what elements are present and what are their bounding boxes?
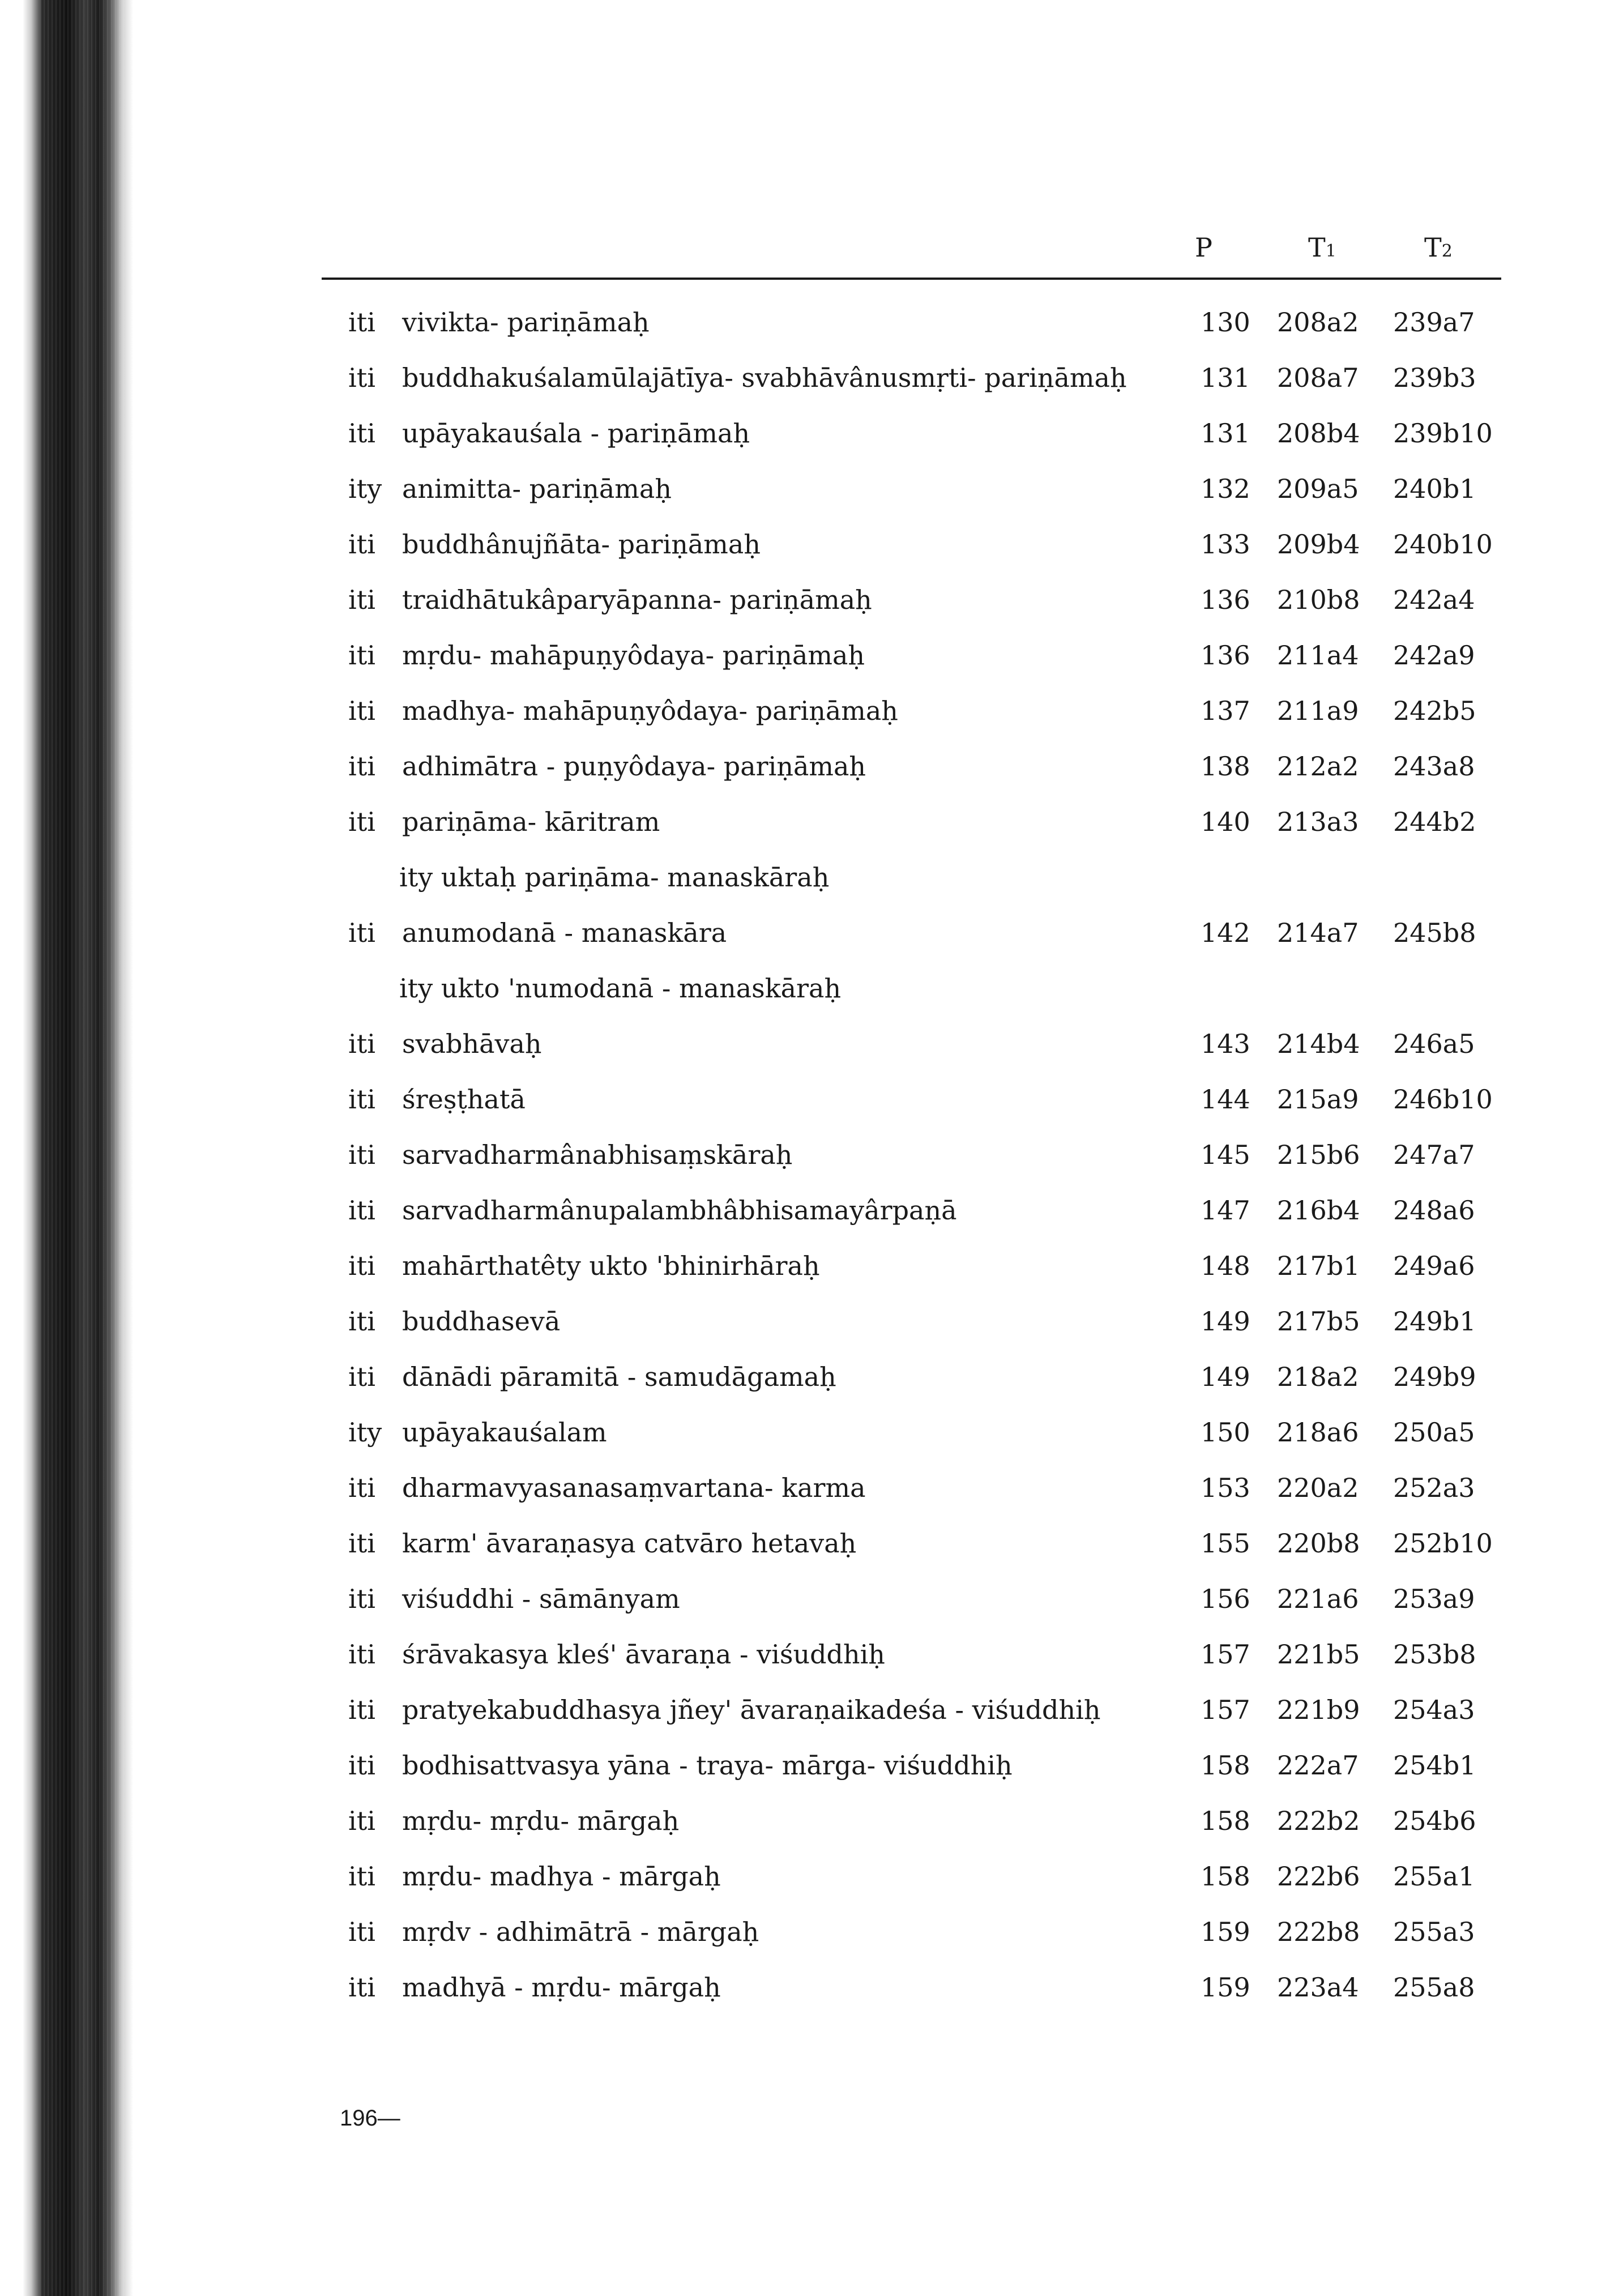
row-prefix: iti	[348, 1861, 375, 1892]
row-t1-ref: 211a9	[1277, 695, 1359, 726]
row-t2-ref: 252b10	[1393, 1528, 1493, 1559]
row-term: sarvadharmânabhisaṃskāraḥ	[402, 1140, 793, 1170]
row-p-page: 155	[1201, 1528, 1250, 1559]
row-term: buddhakuśalamūlajātīya- svabhāvânusmṛti- pariṇāmaḥ	[402, 362, 1127, 393]
row-t1-ref: 222a7	[1277, 1750, 1359, 1781]
table-row	[0, 1294, 1623, 1349]
row-p-page: 133	[1201, 529, 1250, 560]
row-t2-ref: 254b1	[1393, 1750, 1476, 1781]
row-t1-ref: 213a3	[1277, 806, 1359, 837]
row-t1-ref: 221b9	[1277, 1695, 1360, 1725]
table-row	[0, 1960, 1623, 2015]
row-t2-ref: 249b9	[1393, 1362, 1476, 1392]
row-t1-ref: 218a2	[1277, 1362, 1359, 1392]
row-t2-ref: 244b2	[1393, 806, 1476, 837]
row-term: dharmavyasanasaṃvartana- karma	[402, 1473, 866, 1503]
row-prefix: iti	[348, 1195, 375, 1226]
row-term: mṛdu- mahāpuṇyôdaya- pariṇāmaḥ	[402, 640, 865, 671]
row-prefix: iti	[348, 1251, 375, 1281]
table-row	[0, 1738, 1623, 1793]
table-row	[0, 1072, 1623, 1127]
row-prefix: iti	[348, 806, 375, 837]
header-t1-subscript: 1	[1325, 241, 1336, 261]
row-t1-ref: 222b2	[1277, 1806, 1360, 1836]
row-p-page: 148	[1201, 1251, 1250, 1281]
row-t1-ref: 222b8	[1277, 1917, 1360, 1947]
row-term: madhya- mahāpuṇyôdaya- pariṇāmaḥ	[402, 695, 898, 726]
row-t2-ref: 243a8	[1393, 751, 1475, 782]
row-prefix: iti	[348, 307, 375, 338]
row-prefix: iti	[348, 1639, 375, 1670]
row-t2-ref: 252a3	[1393, 1473, 1475, 1503]
row-prefix: ity	[348, 1417, 382, 1448]
row-term: buddhânujñāta- pariṇāmaḥ	[402, 529, 761, 560]
row-t2-ref: 239b10	[1393, 418, 1493, 449]
row-t1-ref: 209b4	[1277, 529, 1360, 560]
row-t1-ref: 221b5	[1277, 1639, 1360, 1670]
table-row	[0, 1849, 1623, 1904]
page-number: 196—	[340, 2106, 400, 2131]
row-term: madhyā - mṛdu- mārgaḥ	[402, 1972, 721, 2003]
row-t2-ref: 247a7	[1393, 1140, 1475, 1170]
row-term: dānādi pāramitā - samudāgamaḥ	[402, 1362, 836, 1392]
row-p-page: 149	[1201, 1306, 1250, 1337]
table-row	[0, 850, 1623, 905]
table-row	[0, 295, 1623, 350]
row-t2-ref: 239a7	[1393, 307, 1475, 338]
table-row	[0, 628, 1623, 683]
table-row	[0, 1405, 1623, 1460]
row-p-page: 131	[1201, 418, 1250, 449]
table-row	[0, 1571, 1623, 1627]
row-t2-ref: 242b5	[1393, 695, 1476, 726]
header-p: P	[1195, 232, 1212, 263]
row-t1-ref: 209a5	[1277, 473, 1359, 504]
table-row	[0, 572, 1623, 628]
table-row	[0, 517, 1623, 572]
row-t2-ref: 254a3	[1393, 1695, 1475, 1725]
table-row	[0, 961, 1623, 1016]
row-t2-ref: 246b10	[1393, 1084, 1493, 1115]
row-term: ity ukto 'numodanā - manaskāraḥ	[399, 973, 842, 1004]
header-rule	[322, 278, 1501, 280]
row-prefix: iti	[348, 1473, 375, 1503]
row-prefix: iti	[348, 1584, 375, 1614]
row-term: pariṇāma- kāritram	[402, 806, 660, 837]
row-term: upāyakauśalam	[402, 1417, 607, 1448]
header-t1	[1308, 232, 1336, 263]
row-p-page: 130	[1201, 307, 1250, 338]
row-t1-ref: 208a7	[1277, 362, 1359, 393]
table-row	[0, 739, 1623, 794]
row-p-page: 131	[1201, 362, 1250, 393]
row-prefix: iti	[348, 640, 375, 671]
row-prefix: iti	[348, 695, 375, 726]
table-row	[0, 1127, 1623, 1183]
table-row	[0, 406, 1623, 461]
row-t1-ref: 208a2	[1277, 307, 1359, 338]
row-t2-ref: 254b6	[1393, 1806, 1476, 1836]
row-prefix: iti	[348, 1028, 375, 1059]
header-t2-subscript: 2	[1441, 241, 1453, 261]
row-t1-ref: 221a6	[1277, 1584, 1359, 1614]
row-prefix: iti	[348, 584, 375, 615]
table-row	[0, 1682, 1623, 1738]
row-prefix: iti	[348, 1084, 375, 1115]
row-t2-ref: 239b3	[1393, 362, 1476, 393]
row-term: śreṣṭhatā	[402, 1084, 526, 1115]
row-p-page: 158	[1201, 1750, 1250, 1781]
row-p-page: 132	[1201, 473, 1250, 504]
row-p-page: 159	[1201, 1917, 1250, 1947]
row-term: svabhāvaḥ	[402, 1028, 542, 1059]
row-t2-ref: 250a5	[1393, 1417, 1475, 1448]
row-t1-ref: 223a4	[1277, 1972, 1359, 2003]
table-row	[0, 1627, 1623, 1682]
row-p-page: 157	[1201, 1639, 1250, 1670]
row-term: ity uktaḥ pariṇāma- manaskāraḥ	[399, 862, 830, 893]
row-p-page: 142	[1201, 917, 1250, 948]
table-row	[0, 794, 1623, 850]
row-t2-ref: 253b8	[1393, 1639, 1476, 1670]
row-t2-ref: 240b10	[1393, 529, 1493, 560]
row-p-page: 157	[1201, 1695, 1250, 1725]
row-p-page: 156	[1201, 1584, 1250, 1614]
row-t1-ref: 212a2	[1277, 751, 1359, 782]
row-term: animitta- pariṇāmaḥ	[402, 473, 672, 504]
index-table	[0, 295, 1623, 2015]
row-t2-ref: 249b1	[1393, 1306, 1476, 1337]
row-term: anumodanā - manaskāra	[402, 917, 727, 948]
row-p-page: 145	[1201, 1140, 1250, 1170]
row-t2-ref: 242a9	[1393, 640, 1475, 671]
row-term: śrāvakasya kleś' āvaraṇa - viśuddhiḥ	[402, 1639, 885, 1670]
row-p-page: 147	[1201, 1195, 1250, 1226]
row-term: mahārthatêty ukto 'bhinirhāraḥ	[402, 1251, 820, 1281]
row-p-page: 150	[1201, 1417, 1250, 1448]
row-t1-ref: 215b6	[1277, 1140, 1360, 1170]
row-prefix: iti	[348, 1362, 375, 1392]
row-term: pratyekabuddhasya jñey' āvaraṇaikadeśa - viśuddhiḥ	[402, 1695, 1101, 1725]
row-t1-ref: 218a6	[1277, 1417, 1359, 1448]
row-t1-ref: 214a7	[1277, 917, 1359, 948]
header-t2-letter: T	[1424, 232, 1442, 263]
row-prefix: iti	[348, 751, 375, 782]
row-term: buddhasevā	[402, 1306, 561, 1337]
row-t1-ref: 217b1	[1277, 1251, 1360, 1281]
row-t1-ref: 211a4	[1277, 640, 1359, 671]
row-t2-ref: 242a4	[1393, 584, 1475, 615]
row-prefix: iti	[348, 1750, 375, 1781]
table-row	[0, 1793, 1623, 1849]
row-t2-ref: 253a9	[1393, 1584, 1475, 1614]
table-row	[0, 1349, 1623, 1405]
table-row	[0, 1016, 1623, 1072]
table-row	[0, 905, 1623, 961]
row-prefix: iti	[348, 1917, 375, 1947]
row-term: karm' āvaraṇasya catvāro hetavaḥ	[402, 1528, 857, 1559]
row-term: bodhisattvasya yāna - traya- mārga- viśuddhiḥ	[402, 1750, 1013, 1781]
row-p-page: 153	[1201, 1473, 1250, 1503]
row-p-page: 137	[1201, 695, 1250, 726]
row-prefix: iti	[348, 418, 375, 449]
row-term: mṛdu- madhya - mārgaḥ	[402, 1861, 721, 1892]
row-t1-ref: 220a2	[1277, 1473, 1359, 1503]
row-term: traidhātukâparyāpanna- pariṇāmaḥ	[402, 584, 872, 615]
row-t2-ref: 248a6	[1393, 1195, 1475, 1226]
row-p-page: 149	[1201, 1362, 1250, 1392]
table-row	[0, 1460, 1623, 1516]
row-t2-ref: 240b1	[1393, 473, 1476, 504]
row-p-page: 138	[1201, 751, 1250, 782]
table-row	[0, 1516, 1623, 1571]
row-t1-ref: 220b8	[1277, 1528, 1360, 1559]
row-t2-ref: 246a5	[1393, 1028, 1475, 1059]
row-prefix: iti	[348, 1528, 375, 1559]
row-t1-ref: 210b8	[1277, 584, 1360, 615]
row-term: mṛdv - adhimātrā - mārgaḥ	[402, 1917, 759, 1947]
row-prefix: iti	[348, 362, 375, 393]
row-p-page: 159	[1201, 1972, 1250, 2003]
row-term: vivikta- pariṇāmaḥ	[402, 307, 650, 338]
row-t2-ref: 245b8	[1393, 917, 1476, 948]
row-prefix: iti	[348, 1695, 375, 1725]
row-term: upāyakauśala - pariṇāmaḥ	[402, 418, 750, 449]
row-t2-ref: 249a6	[1393, 1251, 1475, 1281]
table-row	[0, 1183, 1623, 1238]
row-t1-ref: 222b6	[1277, 1861, 1360, 1892]
table-row	[0, 1904, 1623, 1960]
row-p-page: 158	[1201, 1861, 1250, 1892]
header-t1-letter: T	[1308, 232, 1326, 263]
row-p-page: 158	[1201, 1806, 1250, 1836]
row-prefix: iti	[348, 1306, 375, 1337]
row-t2-ref: 255a8	[1393, 1972, 1475, 2003]
row-p-page: 136	[1201, 584, 1250, 615]
table-row	[0, 350, 1623, 406]
table-row	[0, 683, 1623, 739]
row-p-page: 136	[1201, 640, 1250, 671]
row-t1-ref: 217b5	[1277, 1306, 1360, 1337]
row-p-page: 140	[1201, 806, 1250, 837]
row-term: mṛdu- mṛdu- mārgaḥ	[402, 1806, 680, 1836]
column-header	[1167, 232, 1484, 272]
table-row	[0, 1238, 1623, 1294]
row-t1-ref: 215a9	[1277, 1084, 1359, 1115]
row-t1-ref: 208b4	[1277, 418, 1360, 449]
row-term: adhimātra - puṇyôdaya- pariṇāmaḥ	[402, 751, 866, 782]
row-prefix: iti	[348, 917, 375, 948]
row-prefix: iti	[348, 1806, 375, 1836]
row-term: sarvadharmânupalambhâbhisamayârpaṇā	[402, 1195, 957, 1226]
row-p-page: 143	[1201, 1028, 1250, 1059]
row-t1-ref: 216b4	[1277, 1195, 1360, 1226]
header-t2	[1424, 232, 1453, 263]
row-t2-ref: 255a3	[1393, 1917, 1475, 1947]
row-t2-ref: 255a1	[1393, 1861, 1475, 1892]
row-prefix: iti	[348, 1972, 375, 2003]
row-prefix: ity	[348, 473, 382, 504]
row-t1-ref: 214b4	[1277, 1028, 1360, 1059]
table-row	[0, 461, 1623, 517]
row-p-page: 144	[1201, 1084, 1250, 1115]
row-prefix: iti	[348, 1140, 375, 1170]
row-term: viśuddhi - sāmānyam	[402, 1584, 680, 1614]
row-prefix: iti	[348, 529, 375, 560]
